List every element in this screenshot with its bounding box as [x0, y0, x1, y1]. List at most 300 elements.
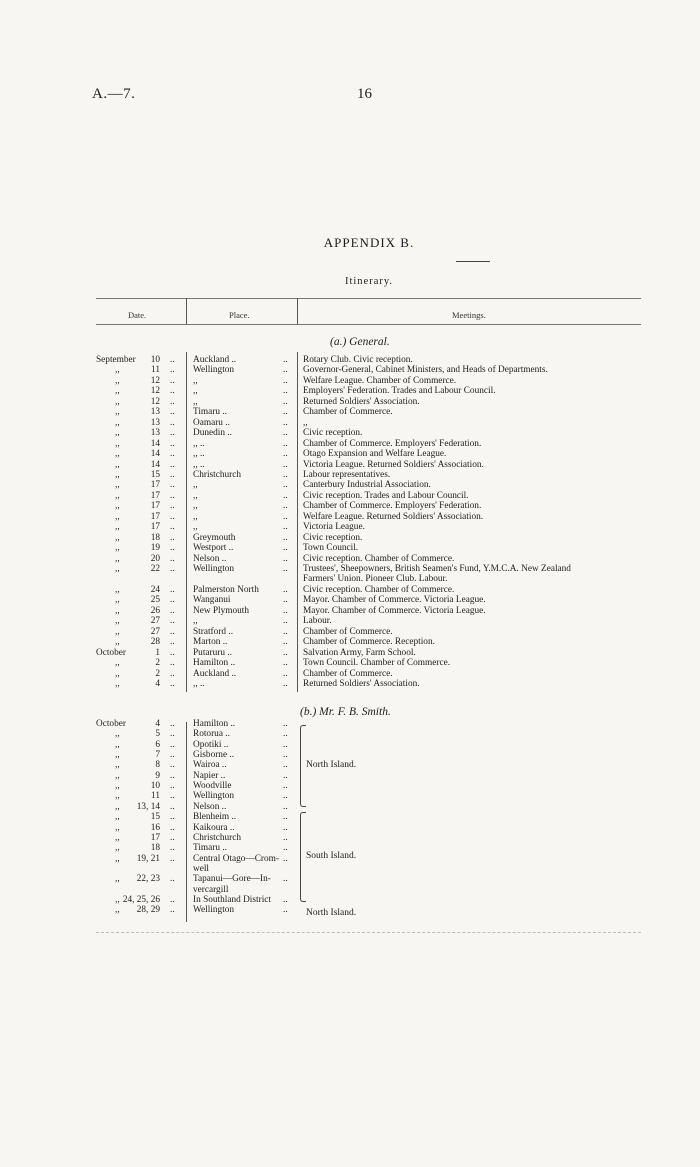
place-cell: Nelson ..	[193, 801, 227, 812]
meetings-cell: Civic reception.	[303, 428, 363, 439]
place-cell: Timaru ..	[193, 843, 228, 854]
table-row	[0, 522, 700, 533]
region-label-north: North Island.	[306, 908, 357, 918]
date-day: 18	[150, 532, 160, 543]
date-day: 24, 25, 26	[122, 894, 160, 905]
table-row	[0, 512, 700, 523]
date-day: 2	[155, 668, 160, 679]
meetings-cell: Mayor. Chamber of Commerce. Victoria League.	[303, 595, 486, 606]
leader-dots: ..	[283, 396, 288, 407]
meetings-cell: Civic reception. Trades and Labour Council.	[303, 490, 469, 501]
date-day: 11	[151, 365, 160, 376]
meetings-cell: Victoria League.	[303, 522, 365, 533]
leader-dots: ..	[170, 616, 175, 627]
leader-dots: ..	[170, 647, 175, 658]
leader-dots: ..	[170, 480, 175, 491]
place-cell: ,,	[193, 522, 198, 533]
leader-dots: ..	[283, 417, 288, 428]
leader-dots: ..	[283, 874, 288, 885]
table-row	[0, 740, 700, 751]
place-cell: Wellington	[193, 905, 235, 916]
leader-dots: ..	[170, 719, 175, 729]
date-day: 18	[150, 843, 160, 854]
table-row	[0, 658, 700, 669]
table-row	[0, 895, 700, 906]
region-label-north: North Island.	[306, 760, 357, 770]
date-month: ,,	[115, 791, 120, 802]
table-row	[0, 669, 700, 680]
leader-dots: ..	[283, 490, 288, 501]
leader-dots: ..	[170, 637, 175, 648]
date-day: 12	[150, 396, 160, 407]
leader-dots: ..	[170, 459, 175, 470]
date-month: ,,	[115, 553, 120, 564]
title-rule	[456, 261, 490, 262]
date-month: ,,	[115, 449, 120, 460]
leader-dots: ..	[170, 365, 175, 376]
date-month: ,,	[115, 564, 120, 574]
date-month: ,,	[115, 459, 120, 470]
leader-dots: ..	[283, 407, 288, 418]
place-cell: Christchurch	[193, 469, 242, 480]
date-day: 1	[155, 647, 160, 658]
footer-rule	[96, 932, 641, 933]
date-month: ,,	[115, 616, 120, 627]
meetings-cell: Victoria League. Returned Soldiers' Association.	[303, 459, 484, 470]
leader-dots: ..	[283, 750, 288, 761]
date-day: 15	[150, 469, 160, 480]
place-cell: ,, ..	[193, 459, 205, 470]
place-cell: Wanganui	[193, 595, 231, 606]
leader-dots: ..	[283, 386, 288, 397]
leader-dots: ..	[283, 449, 288, 460]
date-day: 17	[150, 480, 160, 491]
table-row	[0, 679, 700, 690]
leader-dots: ..	[283, 438, 288, 449]
document-reference: A.—7.	[92, 86, 136, 102]
leader-dots: ..	[170, 853, 175, 864]
place-cell: Wairoa ..	[193, 760, 227, 771]
table-row	[0, 533, 700, 544]
table-row	[0, 781, 700, 792]
place-cell: New Plymouth	[193, 605, 250, 616]
table-row	[0, 428, 700, 439]
region-label-south: South Island.	[306, 851, 357, 861]
date-day: 20	[150, 553, 160, 564]
place-cell: Napier ..	[193, 770, 226, 781]
place-cell: Nelson ..	[193, 553, 227, 564]
leader-dots: ..	[283, 760, 288, 771]
leader-dots: ..	[170, 595, 175, 606]
date-month: ,,	[115, 894, 120, 905]
leader-dots: ..	[283, 365, 288, 376]
meetings-cell: Mayor. Chamber of Commerce. Victoria League.	[303, 605, 486, 616]
place-cell: ,,	[193, 511, 198, 522]
date-day: 9	[155, 770, 160, 781]
date-month: ,,	[115, 801, 120, 812]
table-row	[0, 833, 700, 844]
date-month: ,,	[115, 396, 120, 407]
date-month: ,,	[115, 386, 120, 397]
date-day: 19, 21	[136, 853, 160, 864]
leader-dots: ..	[170, 386, 175, 397]
column-header-date: Date.	[128, 310, 147, 320]
date-month: ,,	[115, 511, 120, 522]
meetings-cell: Chamber of Commerce. Employers' Federation.	[303, 438, 482, 449]
leader-dots: ..	[283, 678, 288, 689]
place-cell: vercargill	[193, 884, 229, 895]
meetings-cell: Canterbury Industrial Association.	[303, 480, 431, 491]
date-month: ,,	[115, 417, 120, 428]
table-row	[0, 595, 700, 606]
place-cell: ,,	[193, 616, 198, 627]
table-row	[0, 885, 700, 896]
table-row	[0, 470, 700, 481]
date-day: 13	[150, 417, 160, 428]
date-day: 13	[150, 407, 160, 418]
meetings-cell: Employers' Federation. Trades and Labour Council.	[303, 386, 496, 397]
table-row	[0, 449, 700, 460]
date-day: 10	[150, 355, 160, 365]
date-month: ,,	[115, 853, 120, 864]
leader-dots: ..	[170, 843, 175, 854]
date-day: 28, 29	[136, 905, 160, 916]
leader-dots: ..	[283, 637, 288, 648]
leader-dots: ..	[170, 417, 175, 428]
date-month: ,,	[115, 750, 120, 761]
place-cell: Woodville	[193, 781, 232, 792]
leader-dots: ..	[170, 874, 175, 885]
leader-dots: ..	[170, 584, 175, 595]
date-day: 24	[150, 584, 160, 595]
date-day: 17	[150, 501, 160, 512]
meetings-cell: Governor-General, Cabinet Ministers, and Heads of Departments.	[303, 365, 548, 376]
leader-dots: ..	[283, 511, 288, 522]
leader-dots: ..	[170, 449, 175, 460]
page-number: 16	[357, 86, 372, 102]
place-cell: Hamilton ..	[193, 719, 236, 729]
meetings-cell: Salvation Army, Farm School.	[303, 647, 416, 658]
meetings-cell: Returned Soldiers' Association.	[303, 396, 420, 407]
date-day: 28	[150, 637, 160, 648]
leader-dots: ..	[283, 729, 288, 740]
leader-dots: ..	[170, 428, 175, 439]
date-day: 14	[150, 438, 160, 449]
leader-dots: ..	[283, 543, 288, 554]
date-day: 7	[155, 750, 160, 761]
date-day: 15	[150, 812, 160, 823]
place-cell: ,, ..	[193, 438, 205, 449]
leader-dots: ..	[170, 729, 175, 740]
place-cell: Kaikoura ..	[193, 822, 235, 833]
date-month: ,,	[115, 428, 120, 439]
date-month: ,,	[115, 729, 120, 740]
place-cell: Marton ..	[193, 637, 228, 648]
table-row	[0, 802, 700, 813]
leader-dots: ..	[170, 626, 175, 637]
table-row	[0, 719, 700, 730]
leader-dots: ..	[283, 905, 288, 916]
leader-dots: ..	[170, 770, 175, 781]
table-row	[0, 874, 700, 885]
leader-dots: ..	[283, 480, 288, 491]
meetings-cell: Farmers' Union. Pioneer Club. Labour.	[303, 574, 448, 585]
date-month: ,,	[115, 770, 120, 781]
meetings-cell: Civic reception. Chamber of Commerce.	[303, 584, 455, 595]
date-day: 17	[150, 511, 160, 522]
leader-dots: ..	[283, 584, 288, 595]
meetings-cell: Town Council.	[303, 543, 359, 554]
table-row	[0, 480, 700, 491]
date-day: 4	[155, 719, 160, 729]
date-month: ,,	[115, 365, 120, 376]
leader-dots: ..	[170, 396, 175, 407]
leader-dots: ..	[170, 532, 175, 543]
leader-dots: ..	[170, 760, 175, 771]
leader-dots: ..	[283, 719, 288, 729]
leader-dots: ..	[283, 812, 288, 823]
place-cell: Stratford ..	[193, 626, 234, 637]
table-row	[0, 439, 700, 450]
date-day: 17	[150, 522, 160, 533]
meetings-cell: Otago Expansion and Welfare League.	[303, 449, 447, 460]
date-month: ,,	[115, 375, 120, 386]
date-month: ,,	[115, 605, 120, 616]
leader-dots: ..	[283, 770, 288, 781]
date-month: October	[96, 647, 126, 658]
leader-dots: ..	[283, 501, 288, 512]
date-day: 6	[155, 739, 160, 750]
place-cell: Westport ..	[193, 543, 234, 554]
leader-dots: ..	[170, 678, 175, 689]
meetings-cell: Labour.	[303, 616, 332, 627]
place-cell: Christchurch	[193, 832, 242, 843]
table-row	[0, 648, 700, 659]
leader-dots: ..	[170, 801, 175, 812]
place-cell: ,, ..	[193, 449, 205, 460]
meetings-cell: Rotary Club. Civic reception.	[303, 355, 413, 365]
leader-dots: ..	[170, 438, 175, 449]
place-cell: ,,	[193, 501, 198, 512]
place-cell: ,,	[193, 396, 198, 407]
leader-dots: ..	[170, 791, 175, 802]
date-month: ,,	[115, 637, 120, 648]
leader-dots: ..	[283, 616, 288, 627]
leader-dots: ..	[283, 605, 288, 616]
date-month: ,,	[115, 407, 120, 418]
header-bottom-rule	[96, 324, 641, 325]
table-row	[0, 637, 700, 648]
date-day: 14	[150, 449, 160, 460]
leader-dots: ..	[170, 905, 175, 916]
leader-dots: ..	[283, 853, 288, 864]
place-cell: ,,	[193, 490, 198, 501]
leader-dots: ..	[170, 605, 175, 616]
date-day: 26	[150, 605, 160, 616]
date-month: September	[96, 355, 136, 365]
leader-dots: ..	[170, 658, 175, 669]
leader-dots: ..	[170, 501, 175, 512]
date-month: ,,	[115, 905, 120, 916]
place-cell: Auckland ..	[193, 668, 237, 679]
table-row	[0, 864, 700, 875]
date-day: 27	[150, 616, 160, 627]
date-month: ,,	[115, 469, 120, 480]
date-day: 5	[155, 729, 160, 740]
date-month: ,,	[115, 584, 120, 595]
table-row	[0, 386, 700, 397]
place-cell: Opotiki ..	[193, 739, 229, 750]
leader-dots: ..	[170, 543, 175, 554]
table-row	[0, 460, 700, 471]
date-day: 13	[150, 428, 160, 439]
date-day: 11	[151, 791, 160, 802]
place-cell: ,, ..	[193, 678, 205, 689]
leader-dots: ..	[283, 832, 288, 843]
table-row	[0, 365, 700, 376]
place-cell: Gisborne ..	[193, 750, 235, 761]
date-day: 17	[150, 832, 160, 843]
table-row	[0, 543, 700, 554]
leader-dots: ..	[283, 626, 288, 637]
leader-dots: ..	[283, 647, 288, 658]
date-day: 14	[150, 459, 160, 470]
meetings-cell: Chamber of Commerce.	[303, 407, 393, 418]
date-day: 13, 14	[136, 801, 160, 812]
leader-dots: ..	[170, 750, 175, 761]
date-month: ,,	[115, 490, 120, 501]
date-month: ,,	[115, 739, 120, 750]
leader-dots: ..	[283, 595, 288, 606]
place-cell: Wellington	[193, 564, 235, 574]
place-cell: Wellington	[193, 365, 235, 376]
date-day: 22	[150, 564, 160, 574]
meetings-cell: Civic reception.	[303, 532, 363, 543]
leader-dots: ..	[283, 668, 288, 679]
table-row	[0, 501, 700, 512]
place-cell: Timaru ..	[193, 407, 228, 418]
place-cell: Dunedin ..	[193, 428, 232, 439]
table-row	[0, 823, 700, 834]
place-cell: Putaruru ..	[193, 647, 232, 658]
date-day: 16	[150, 822, 160, 833]
place-cell: well	[193, 863, 210, 874]
place-cell: ,,	[193, 480, 198, 491]
table-row	[0, 771, 700, 782]
place-cell: Tapanui—Gore—In-	[193, 874, 271, 885]
date-month: ,,	[115, 843, 120, 854]
meetings-cell: Labour representatives.	[303, 469, 391, 480]
leader-dots: ..	[283, 469, 288, 480]
meetings-cell: Chamber of Commerce.	[303, 668, 393, 679]
meetings-cell: Welfare League. Chamber of Commerce.	[303, 375, 457, 386]
place-cell: Oamaru ..	[193, 417, 230, 428]
date-day: 8	[155, 760, 160, 771]
leader-dots: ..	[283, 553, 288, 564]
place-cell: Blenheim ..	[193, 812, 237, 823]
date-month: ,,	[115, 501, 120, 512]
table-row	[0, 812, 700, 823]
leader-dots: ..	[170, 564, 175, 574]
meetings-cell: ,,	[303, 417, 308, 428]
date-month: ,,	[115, 480, 120, 491]
section-b-title: (b.) Mr. F. B. Smith.	[300, 706, 391, 718]
date-day: 25	[150, 595, 160, 606]
table-row	[0, 729, 700, 740]
date-day: 12	[150, 375, 160, 386]
leader-dots: ..	[283, 801, 288, 812]
leader-dots: ..	[170, 739, 175, 750]
date-month: ,,	[115, 595, 120, 606]
place-cell: Greymouth	[193, 532, 236, 543]
leader-dots: ..	[283, 459, 288, 470]
place-cell: ,,	[193, 375, 198, 386]
leader-dots: ..	[283, 843, 288, 854]
date-month: ,,	[115, 812, 120, 823]
table-row	[0, 376, 700, 387]
table-row	[0, 554, 700, 565]
table-row	[0, 791, 700, 802]
table-row	[0, 407, 700, 418]
date-day: 19	[150, 543, 160, 554]
place-cell: In Southland District	[193, 894, 271, 905]
meetings-cell: Civic reception. Chamber of Commerce.	[303, 553, 455, 564]
date-month: ,,	[115, 532, 120, 543]
meetings-cell: Chamber of Commerce. Employers' Federation.	[303, 501, 482, 512]
table-row	[0, 418, 700, 429]
leader-dots: ..	[170, 832, 175, 843]
leader-dots: ..	[170, 781, 175, 792]
date-day: 4	[155, 678, 160, 689]
place-cell: Central Otago—Crom-	[193, 853, 279, 864]
header-divider	[186, 298, 187, 324]
date-month: ,,	[115, 543, 120, 554]
place-cell: ,,	[193, 386, 198, 397]
date-month: ,,	[115, 781, 120, 792]
meetings-cell: Chamber of Commerce.	[303, 626, 393, 637]
table-row	[0, 616, 700, 627]
appendix-title: APPENDIX B.	[323, 235, 415, 250]
leader-dots: ..	[170, 490, 175, 501]
leader-dots: ..	[170, 375, 175, 386]
table-row	[0, 574, 700, 585]
date-month: ,,	[115, 522, 120, 533]
date-month: ,,	[115, 822, 120, 833]
date-month: ,,	[115, 438, 120, 449]
meetings-cell: Town Council. Chamber of Commerce.	[303, 658, 451, 669]
leader-dots: ..	[170, 668, 175, 679]
date-day: 12	[150, 386, 160, 397]
leader-dots: ..	[283, 428, 288, 439]
leader-dots: ..	[283, 355, 288, 365]
place-cell: Auckland ..	[193, 355, 237, 365]
date-month: ,,	[115, 832, 120, 843]
leader-dots: ..	[283, 532, 288, 543]
leader-dots: ..	[170, 553, 175, 564]
leader-dots: ..	[170, 522, 175, 533]
meetings-cell: Returned Soldiers' Association.	[303, 678, 420, 689]
leader-dots: ..	[283, 522, 288, 533]
place-cell: Wellington	[193, 791, 235, 802]
table-row	[0, 606, 700, 617]
leader-dots: ..	[283, 375, 288, 386]
meetings-cell: Trustees', Sheepowners, British Seamen's Fund, Y.M.C.A. New Zealand	[303, 564, 571, 574]
date-day: 2	[155, 658, 160, 669]
date-month: ,,	[115, 874, 120, 885]
meetings-cell: Welfare League. Returned Soldiers' Association.	[303, 511, 484, 522]
place-cell: Palmerston North	[193, 584, 259, 595]
section-a-title: (a.) General.	[330, 336, 390, 348]
